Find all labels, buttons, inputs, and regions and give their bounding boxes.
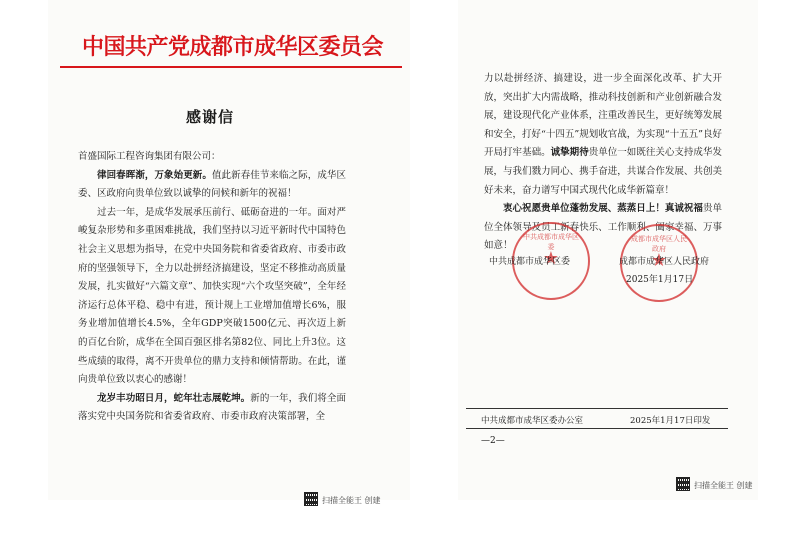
footer-date: 2025年1月17日印发 xyxy=(630,416,711,426)
paragraph-1 xyxy=(78,167,346,204)
paragraph-6-text: 贵单位全体领导及员工新春快乐、工作顺利、阖家幸福、万事如意！ xyxy=(484,203,722,252)
paragraph-4 xyxy=(484,70,722,200)
qr-code-icon xyxy=(676,477,690,491)
paragraph-6-lead: 衷心祝愿贵单位蓬勃发展、蒸蒸日上！真诚祝福 xyxy=(503,203,703,215)
salutation: 首盛国际工程咨询集团有限公司： xyxy=(78,151,221,162)
seal-1-text: 中共成都市成华区委 xyxy=(523,233,579,251)
page-number: —2— xyxy=(481,436,505,446)
seal-2-text: 成都市成华区人民政府 xyxy=(631,235,687,253)
qr-code-icon xyxy=(304,492,318,506)
scan-watermark: 扫描全能王 创建 xyxy=(694,481,753,490)
footer-bottom-rule xyxy=(466,428,728,429)
footer-top-rule xyxy=(466,408,728,409)
paragraph-3-lead: 龙岁丰功昭日月，蛇年壮志展乾坤。 xyxy=(97,392,251,404)
footer-office: 中共成都市成华区委办公室 xyxy=(481,416,584,426)
letterhead-title: 中国共产党成都市成华区委员会 xyxy=(82,34,384,60)
signature-org-2: 成都市成华区人民政府 xyxy=(619,257,710,267)
paragraph-3-text: 新的一年，我们将全面落实党中央国务院和省委省政府、市委市政府决策部署，全 xyxy=(78,392,346,423)
signature-org-1: 中共成都市成华区委 xyxy=(489,257,571,267)
paragraph-1-text: 值此新春佳节来临之际，成华区委、区政府向贵单位致以诚挚的问候和新年的祝福！ xyxy=(78,169,346,200)
paragraph-2 xyxy=(78,204,346,390)
signature-date: 2025年1月17日 xyxy=(626,275,694,285)
document-title: 感谢信 xyxy=(186,108,235,126)
paragraph-2-text: 过去一年，是成华发展承压前行、砥砺奋进的一年。面对严峻复杂形势和多重困难挑战，我们坚持以习近平新时代中国特色社会主义思想为指导，在党中央国务院和省委省政府、市委市政府的坚强领导下，全力以赴拼经济搞建设，坚定不移推动高质量发展，扎实做好“六篇文章”、加快实现“六个攻坚突破”，全年经济运行总体平稳、稳中有进，预计规上工业增加值增长6%，服务业增加值增长4.5%，全年GDP突破1500亿元、再次迈上新的百亿台阶，成华在全国百强区排名第82位、同比上升3位。这些成绩的取得，离不开贵单位的鼎力支持和倾情帮助。在此，谨向贵单位致以衷心的感谢！ xyxy=(78,206,346,386)
scan-watermark: 扫描全能王 创建 xyxy=(322,496,381,505)
letterhead-red-rule xyxy=(60,66,402,68)
right-body xyxy=(484,70,722,256)
paragraph-1-lead: 律回春晖渐，万象始更新。 xyxy=(97,169,212,181)
paragraph-5-text: 贵单位一如既往关心支持成华发展，与我们戮力同心、携手奋进，共谋合作发展、共创美好未来，奋力谱写中国式现代化成华新篇章！ xyxy=(484,147,722,196)
paragraph-5-lead: 诚挚期待 xyxy=(550,147,589,159)
paragraph-3 xyxy=(78,390,346,427)
left-body xyxy=(78,148,346,427)
paragraph-4-text: 力以赴拼经济、搞建设，进一步全面深化改革、扩大开放，突出扩大内需战略，推动科技创新和产业创新融合发展，建设现代化产业体系，注重改善民生，更好统筹发展和安全，打好“十四五”规划收官战，为实现“十五五”良好开局打牢基础。 xyxy=(484,73,722,159)
